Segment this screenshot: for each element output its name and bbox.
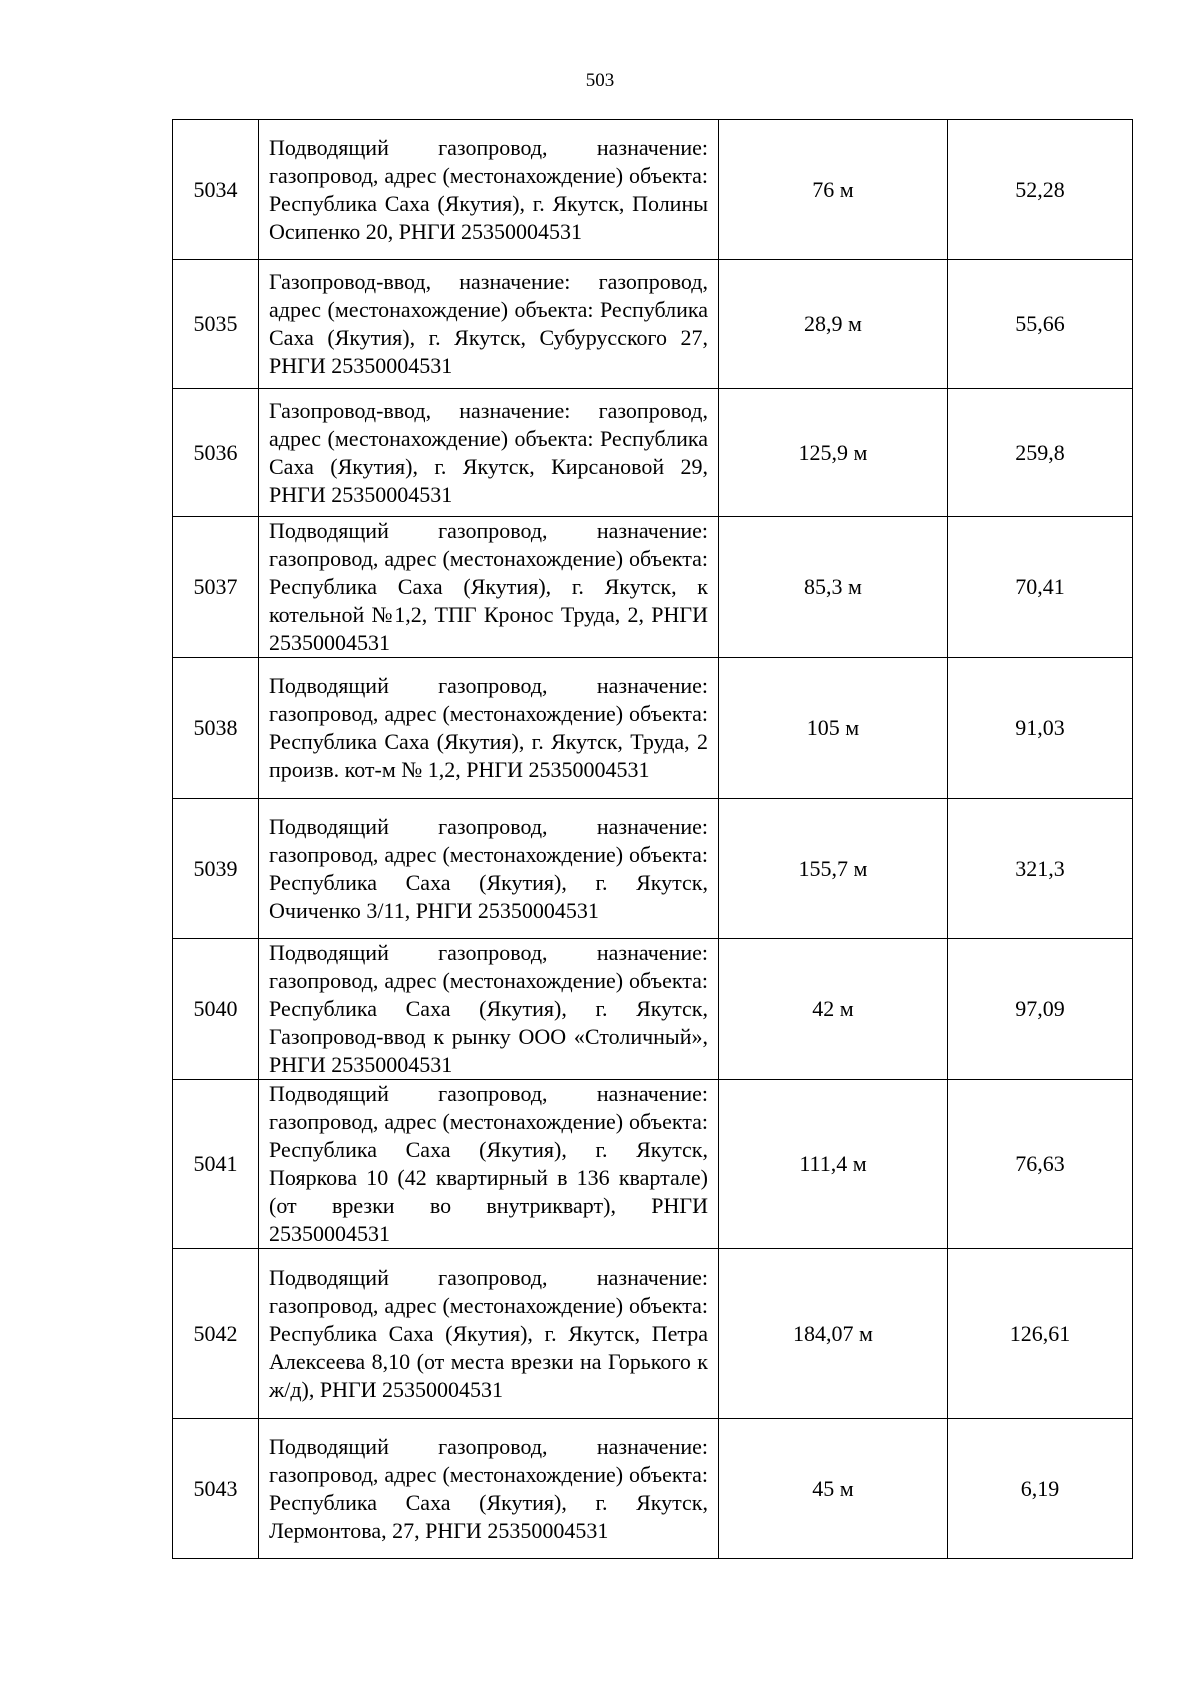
length-cell: 105 м: [719, 658, 948, 799]
length-cell: 111,4 м: [719, 1080, 948, 1249]
table-row: [173, 517, 1133, 658]
value-cell: 97,09: [948, 939, 1133, 1080]
object-description-cell: Подводящий газопровод, назначение: газопровод, адрес (местонахождение) объекта: Республика Саха (Якутия), г. Якутск, Петра Алексеева 8,10 (от места врезки на Горького к ж/д), РНГИ 25350004531: [259, 1249, 719, 1419]
table-row: [173, 658, 1133, 799]
table-row: [173, 799, 1133, 939]
table-row: [173, 389, 1133, 517]
object-description-cell: Подводящий газопровод, назначение: газопровод, адрес (местонахождение) объекта: Республика Саха (Якутия), г. Якутск, Труда, 2 произв. кот-м № 1,2, РНГИ 25350004531: [259, 658, 719, 799]
length-cell: 184,07 м: [719, 1249, 948, 1419]
property-registry-table: [172, 119, 1133, 1559]
row-number-cell: 5034: [173, 120, 259, 260]
length-cell: 155,7 м: [719, 799, 948, 939]
row-number-cell: 5039: [173, 799, 259, 939]
length-cell: 76 м: [719, 120, 948, 260]
value-cell: 321,3: [948, 799, 1133, 939]
row-number-cell: 5040: [173, 939, 259, 1080]
table-row: [173, 1249, 1133, 1419]
table-row: [173, 260, 1133, 389]
row-number-cell: 5037: [173, 517, 259, 658]
object-description-cell: Подводящий газопровод, назначение: газопровод, адрес (местонахождение) объекта: Республика Саха (Якутия), г. Якутск, Пояркова 10 (42 квартирный в 136 квартале) (от врезки во внутрикварт), РНГИ 25350004531: [259, 1080, 719, 1249]
length-cell: 125,9 м: [719, 389, 948, 517]
table-row: [173, 120, 1133, 260]
value-cell: 70,41: [948, 517, 1133, 658]
page-number: 503: [585, 70, 615, 91]
value-cell: 259,8: [948, 389, 1133, 517]
length-cell: 85,3 м: [719, 517, 948, 658]
length-cell: 45 м: [719, 1419, 948, 1559]
object-description-cell: Подводящий газопровод, назначение: газопровод, адрес (местонахождение) объекта: Республика Саха (Якутия), г. Якутск, к котельной №1,2, ТПГ Кронос Труда, 2, РНГИ 25350004531: [259, 517, 719, 658]
object-description-cell: Подводящий газопровод, назначение: газопровод, адрес (местонахождение) объекта: Республика Саха (Якутия), г. Якутск, Газопровод-ввод к рынку ООО «Столичный», РНГИ 25350004531: [259, 939, 719, 1080]
value-cell: 52,28: [948, 120, 1133, 260]
table-row: [173, 939, 1133, 1080]
object-description-cell: Подводящий газопровод, назначение: газопровод, адрес (местонахождение) объекта: Республика Саха (Якутия), г. Якутск, Лермонтова, 27, РНГИ 25350004531: [259, 1419, 719, 1559]
value-cell: 6,19: [948, 1419, 1133, 1559]
row-number-cell: 5043: [173, 1419, 259, 1559]
row-number-cell: 5035: [173, 260, 259, 389]
row-number-cell: 5042: [173, 1249, 259, 1419]
table-row: [173, 1080, 1133, 1249]
length-cell: 42 м: [719, 939, 948, 1080]
row-number-cell: 5038: [173, 658, 259, 799]
object-description-cell: Подводящий газопровод, назначение: газопровод, адрес (местонахождение) объекта: Республика Саха (Якутия), г. Якутск, Полины Осипенко 20, РНГИ 25350004531: [259, 120, 719, 260]
table-row: [173, 1419, 1133, 1559]
value-cell: 76,63: [948, 1080, 1133, 1249]
object-description-cell: Газопровод-ввод, назначение: газопровод, адрес (местонахождение) объекта: Республика Саха (Якутия), г. Якутск, Субурусского 27, РНГИ 25350004531: [259, 260, 719, 389]
object-description-cell: Подводящий газопровод, назначение: газопровод, адрес (местонахождение) объекта: Республика Саха (Якутия), г. Якутск, Очиченко 3/11, РНГИ 25350004531: [259, 799, 719, 939]
value-cell: 91,03: [948, 658, 1133, 799]
row-number-cell: 5036: [173, 389, 259, 517]
row-number-cell: 5041: [173, 1080, 259, 1249]
value-cell: 55,66: [948, 260, 1133, 389]
length-cell: 28,9 м: [719, 260, 948, 389]
value-cell: 126,61: [948, 1249, 1133, 1419]
object-description-cell: Газопровод-ввод, назначение: газопровод, адрес (местонахождение) объекта: Республика Саха (Якутия), г. Якутск, Кирсановой 29, РНГИ 25350004531: [259, 389, 719, 517]
